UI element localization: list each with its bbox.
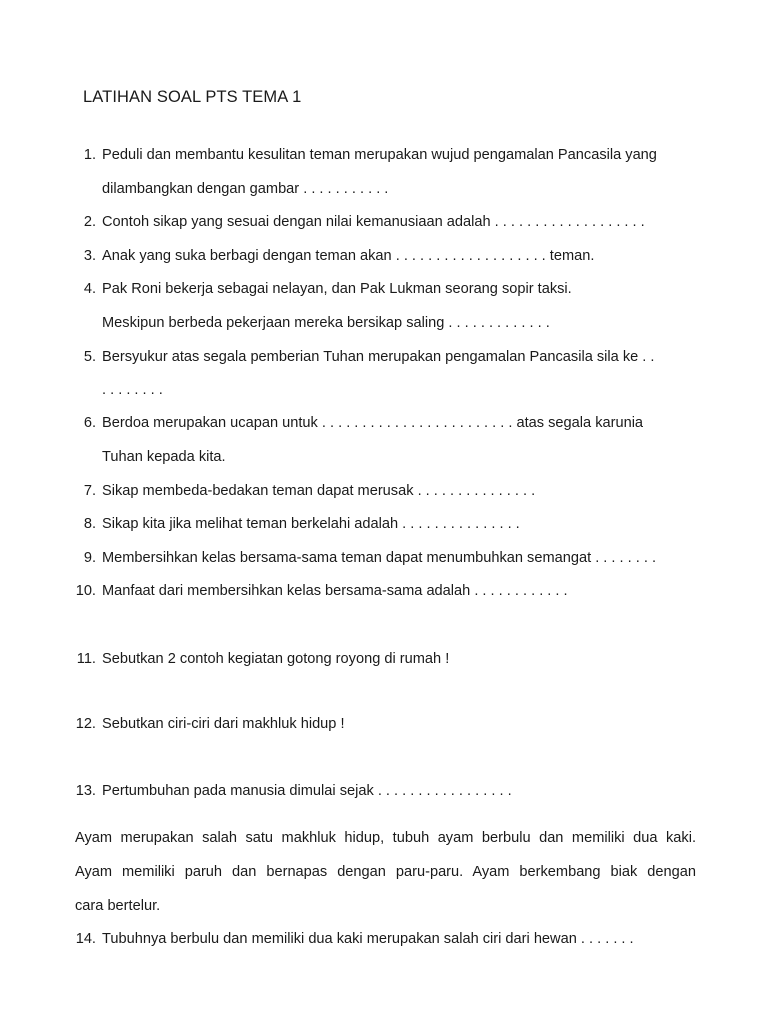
question-text: Manfaat dari membersihkan kelas bersama-sama adalah . . . . . . . . . . . . [102, 583, 568, 599]
question-number: 1. [83, 147, 96, 163]
question-text: Bersyukur atas segala pemberian Tuhan merupakan pengamalan Pancasila sila ke . . [102, 349, 655, 365]
question-6-continuation: Tuhan kepada kita. [102, 449, 226, 465]
page-title: LATIHAN SOAL PTS TEMA 1 [83, 88, 302, 106]
question-number: 4. [83, 281, 96, 297]
question-text: Tubuhnya berbulu dan memiliki dua kaki merupakan salah ciri dari hewan . . . . . . . [102, 931, 634, 947]
question-text: Sikap kita jika melihat teman berkelahi adalah . . . . . . . . . . . . . . . [102, 516, 520, 532]
passage-line-1: Ayam merupakan salah satu makhluk hidup, tubuh ayam berbulu dan memiliki dua kaki. [75, 830, 696, 846]
question-number: 10. [75, 583, 96, 599]
question-1-continuation: dilambangkan dengan gambar . . . . . . . . . . . [102, 181, 389, 197]
question-number: 13. [75, 783, 96, 799]
question-text: Pertumbuhan pada manusia dimulai sejak . . . . . . . . . . . . . . . . . [102, 783, 512, 799]
question-number: 2. [83, 214, 96, 230]
question-number: 9. [83, 550, 96, 566]
question-text: Berdoa merupakan ucapan untuk . . . . . . . . . . . . . . . . . . . . . . . . atas segala karunia [102, 415, 644, 431]
question-number: 7. [83, 483, 96, 499]
question-number: 5. [83, 349, 96, 365]
question-number: 8. [83, 516, 96, 532]
question-text: Sebutkan ciri-ciri dari makhluk hidup ! [102, 716, 345, 732]
question-number: 3. [83, 248, 96, 264]
question-text: Peduli dan membantu kesulitan teman merupakan wujud pengamalan Pancasila yang [102, 147, 657, 163]
question-text: Sebutkan 2 contoh kegiatan gotong royong di rumah ! [102, 651, 450, 667]
question-text: Contoh sikap yang sesuai dengan nilai kemanusiaan adalah . . . . . . . . . . . . . . . . . . . [102, 214, 645, 230]
question-number: 12. [75, 716, 96, 732]
question-number: 6. [83, 415, 96, 431]
question-number: 11. [76, 651, 96, 667]
question-text: Sikap membeda-bedakan teman dapat merusak . . . . . . . . . . . . . . . [102, 483, 536, 499]
question-5-continuation: . . . . . . . . [102, 382, 163, 398]
question-4-continuation: Meskipun berbeda pekerjaan mereka bersikap saling . . . . . . . . . . . . . [102, 315, 550, 331]
question-number: 14. [75, 931, 96, 947]
passage-line-3: cara bertelur. [75, 898, 161, 914]
passage-line-2: Ayam memiliki paruh dan bernapas dengan paru-paru. Ayam berkembang biak dengan [75, 864, 696, 880]
question-text: Anak yang suka berbagi dengan teman akan . . . . . . . . . . . . . . . . . . . teman. [102, 248, 595, 264]
question-text: Pak Roni bekerja sebagai nelayan, dan Pak Lukman seorang sopir taksi. [102, 281, 572, 297]
question-text: Membersihkan kelas bersama-sama teman dapat menumbuhkan semangat . . . . . . . . [102, 550, 657, 566]
